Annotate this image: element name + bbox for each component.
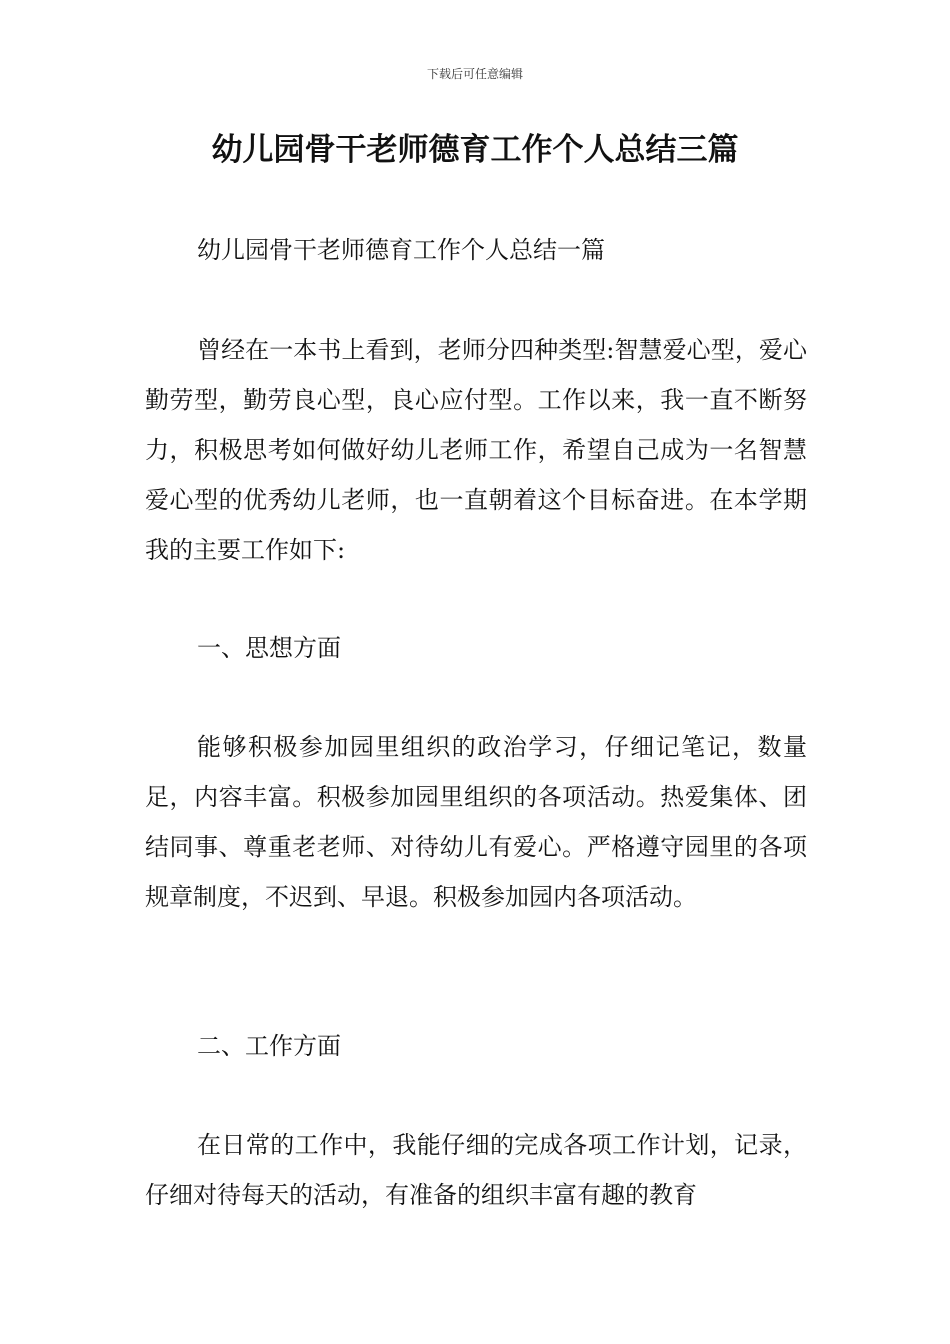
document-title: 幼儿园骨干老师德育工作个人总结三篇 [211,132,739,168]
section-subtitle: 幼儿园骨干老师德育工作个人总结一篇 [197,236,605,264]
heading-work: 二、工作方面 [197,1032,341,1060]
paragraph-intro: 曾经在一本书上看到，老师分四种类型:智慧爱心型，爱心勤劳型，勤劳良心型，良心应付型。工作以来，我一直不断努力，积极思考如何做好幼儿老师工作，希望自己成为一名智慧爱心型的优秀幼儿老师，也一直朝着这个目标奋进。在本学期我的主要工作如下: [145,336,807,564]
header-note: 下载后可任意编辑 [426,67,523,81]
heading-thought: 一、思想方面 [197,634,341,662]
paragraph-work: 在日常的工作中，我能仔细的完成各项工作计划，记录，仔细对待每天的活动，有准备的组织丰富有趣的教育 [145,1131,807,1209]
paragraph-thought: 能够积极参加园里组织的政治学习，仔细记笔记，数量足，内容丰富。积极参加园里组织的各项活动。热爱集体、团结同事、尊重老老师、对待幼儿有爱心。严格遵守园里的各项规章制度，不迟到、早退。积极参加园内各项活动。 [145,733,807,911]
